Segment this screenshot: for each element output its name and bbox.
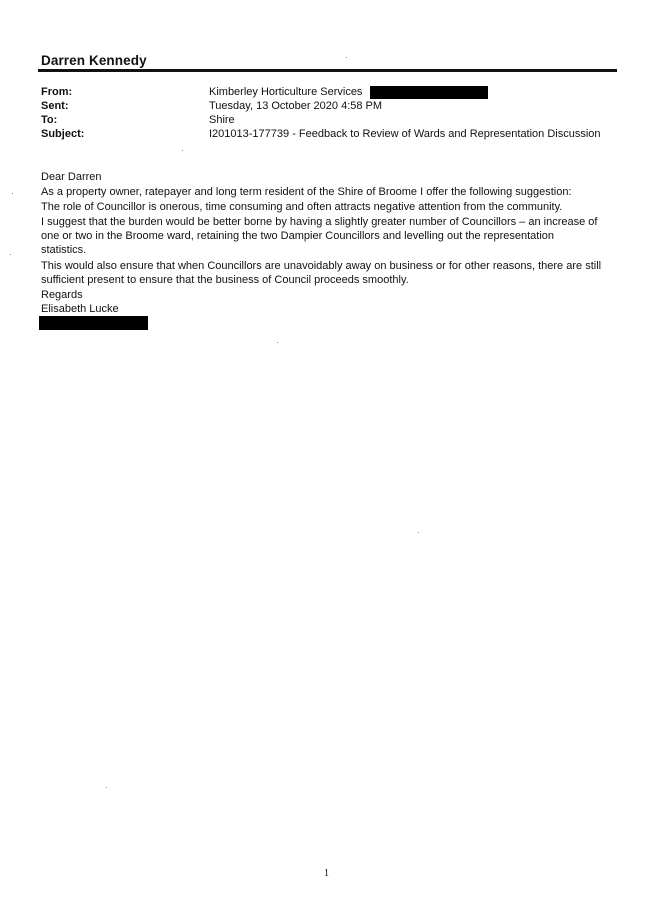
scan-speck <box>106 787 107 788</box>
redacted-email-address <box>370 86 488 99</box>
scan-speck <box>182 150 183 151</box>
body-line: sufficient present to ensure that the business of Council proceeds smoothly. <box>41 274 409 286</box>
body-line: This would also ensure that when Councillors are unavoidably away on business or for other reasons, there are still <box>41 260 602 272</box>
subject-label: Subject: <box>41 128 85 140</box>
signature-name: Elisabeth Lucke <box>41 303 119 315</box>
to-value: Shire <box>209 114 235 126</box>
salutation: Dear Darren <box>41 171 102 183</box>
subject-value: I201013-177739 - Feedback to Review of Wards and Representation Discussion <box>209 128 601 140</box>
sent-label: Sent: <box>41 100 69 112</box>
redacted-signature-block <box>39 316 148 330</box>
to-label: To: <box>41 114 58 126</box>
body-line: As a property owner, ratepayer and long term resident of the Shire of Broome I offer the following suggestion: <box>41 186 572 198</box>
from-label: From: <box>41 86 73 98</box>
header-rule <box>38 69 617 72</box>
scan-speck <box>346 57 347 58</box>
from-value-row <box>209 85 488 99</box>
scan-speck <box>10 254 11 255</box>
from-value: Kimberley Horticulture Services <box>209 86 363 98</box>
scan-speck <box>418 532 419 533</box>
body-line: statistics. <box>41 244 87 256</box>
sent-value: Tuesday, 13 October 2020 4:58 PM <box>209 100 383 112</box>
body-line: The role of Councillor is onerous, time consuming and often attracts negative attention from the community. <box>41 201 563 213</box>
scan-speck <box>277 342 278 343</box>
scan-speck <box>12 193 13 194</box>
sender-name: Darren Kennedy <box>41 53 147 68</box>
body-line: one or two in the Broome ward, retaining the two Dampier Councillors and levelling out the representation <box>41 230 555 242</box>
page-number: 1 <box>324 868 329 879</box>
body-line: I suggest that the burden would be better borne by having a slightly greater number of Councillors – an increase of <box>41 216 598 228</box>
closing: Regards <box>41 289 83 301</box>
